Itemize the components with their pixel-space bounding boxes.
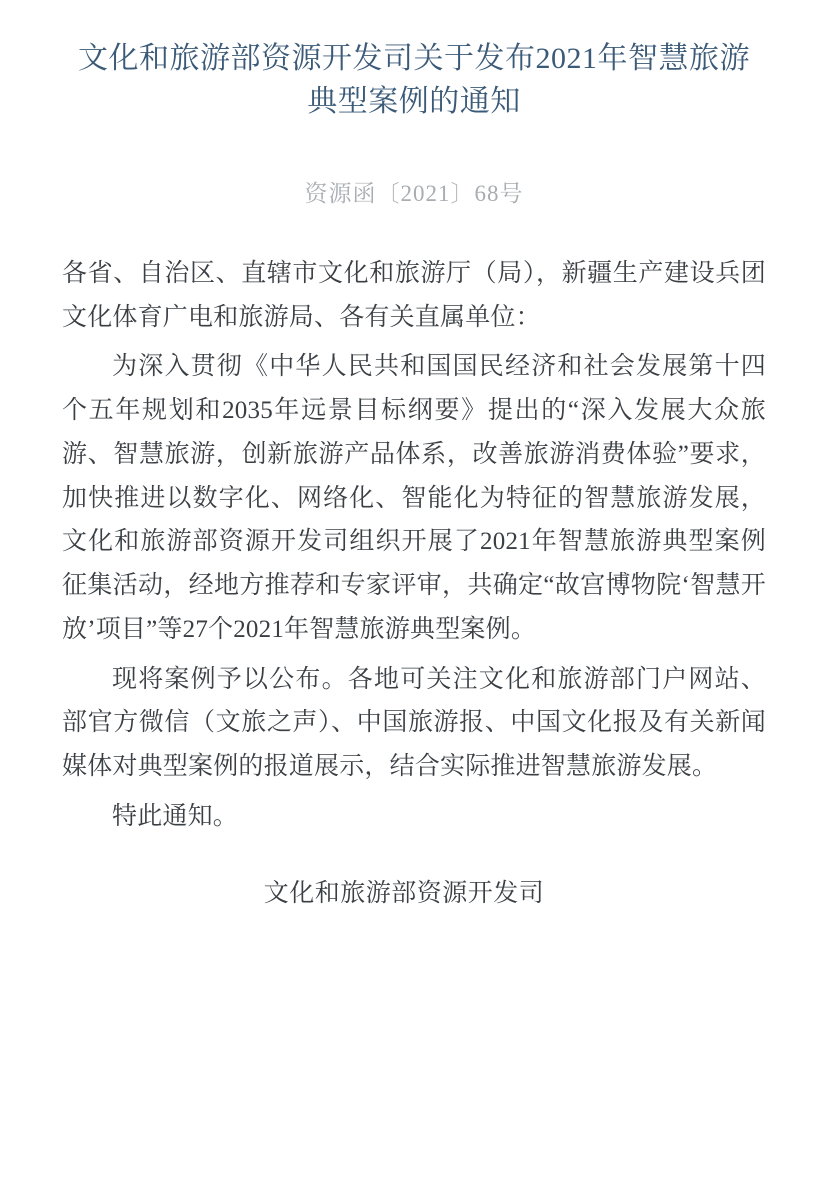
document-body xyxy=(62,252,766,839)
document-number: 资源函〔2021〕68号 xyxy=(304,180,524,206)
paragraph-background: 为深入贯彻《中华人民共和国国民经济和社会发展第十四个五年规划和2035年远景目标纲要》提出的“深入发展大众旅游、智慧旅游，创新旅游产品体系，改善旅游消费体验”要求，加快推进以数字化、网络化、智能化为特征的智慧旅游发展，文化和旅游部资源开发司组织开展了2021年智慧旅游典型案例征集活动，经地方推荐和专家评审，共确定“故宫博物院‘智慧开放’项目”等27个2021年智慧旅游典型案例。 xyxy=(62,353,766,643)
paragraph-recipients: 各省、自治区、直辖市文化和旅游厅（局），新疆生产建设兵团文化体育广电和旅游局、各有关直属单位： xyxy=(62,259,766,331)
page-title xyxy=(62,38,766,123)
document-signature: 文化和旅游部资源开发司 xyxy=(263,879,545,907)
paragraph-closing: 特此通知。 xyxy=(112,802,239,830)
page-title-line-1: 文化和旅游部资源开发司关于发布2021年智慧旅游 xyxy=(78,42,750,75)
paragraph-announcement: 现将案例予以公布。各地可关注文化和旅游部门户网站、部官方微信（文旅之声）、中国旅游报、中国文化报及有关新闻媒体对典型案例的报道展示，结合实际推进智慧旅游发展。 xyxy=(62,665,766,781)
page-title-line-2: 典型案例的通知 xyxy=(307,85,521,119)
